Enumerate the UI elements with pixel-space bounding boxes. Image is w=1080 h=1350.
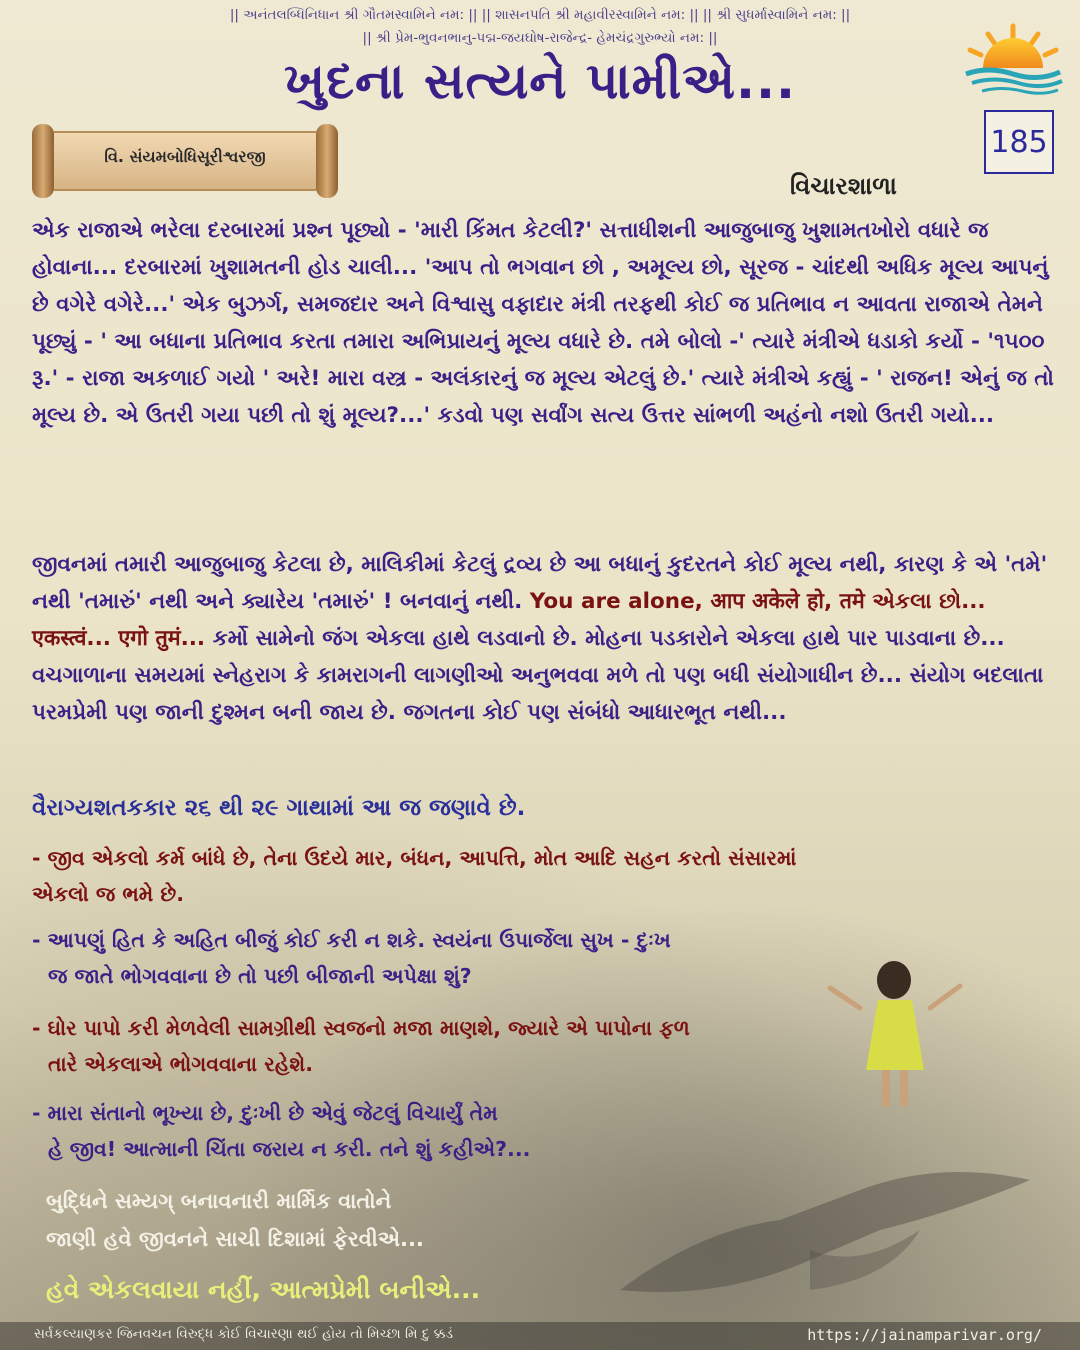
- verse-intro: વૈરાગ્યશતકકાર ૨૬ થી ૨૯ ગાથામાં આ જ જણાવે છે.: [32, 795, 526, 821]
- verse-point-line-1: - આપણું હિત કે અહિત બીજું કોઈ કરી ન શકે. સ્વયંના ઉપાર્જેલા સુખ - દુઃખ: [32, 928, 671, 952]
- author-name: વિ. સંયમબોધિસૂરીશ્વરજી: [104, 147, 266, 166]
- verse-point-line-2: તારે એકલાએ ભોગવવાના રહેશે.: [48, 1052, 313, 1076]
- page-title: ખુદના સત્યને પામીએ...: [284, 52, 796, 110]
- verse-point: [32, 840, 1022, 912]
- footer-disclaimer: સર્વકલ્યાણકર જિનવચન વિરુદ્ધ કોઈ વિચારણા થઈ હોય તો મિચ્છા મિ દુ ક્કડં: [34, 1326, 453, 1342]
- closing-line-2: જાણી હવે જીવનને સાચી દિશામાં ફેરવીએ...: [46, 1227, 424, 1251]
- alone-highlight: You are alone, आप अकेले हो, तमे એકલા છો... एकस्त्वं... एगो तुमं...: [32, 589, 986, 651]
- tagline: હવે એકલવાયા નહીં, આત્મપ્રેમી બનીએ...: [46, 1275, 481, 1304]
- verse-point-line-2: જ જાતે ભોગવવાના છે તો પછી બીજાની અપેક્ષા શું?: [48, 964, 472, 988]
- issue-number-badge: 185: [984, 110, 1054, 174]
- reflection-text-part-2: કર્મો સામેનો જંગ એકલા હાથે લડવાનો છે. મોહના પડકારોને એકલા હાથે પાર પાડવાના છે... વચગાળાના સમયમાં સ્નેહરાગ કે કામરાગની લાગણીઓ અનુભવવા મળે તો પણ બધી સંયોગાધીન છે... સંયોગ બદલાતા પરમપ્રેમી પણ જાની દુશ્મન બની જાય છે. જગતના કોઈ પણ સંબંધો આધારભૂત નથી...: [32, 626, 1044, 725]
- invocation-line-2: || શ્રી પ્રેમ-ભુવનભાનુ-પદ્મ-જયઘોષ-રાજેન્દ્ર- હેમચંદ્રગુરુભ્યો નમ: ||: [362, 30, 718, 46]
- closing-lines: [46, 1182, 606, 1258]
- closing-line-1: બુદ્ધિને સમ્યગ્ બનાવનારી માર્મિક વાતોને: [46, 1189, 392, 1213]
- reflection-text-part-1: જીવનમાં તમારી આજુબાજુ કેટલા છે, માલિકીમાં કેટલું દ્રવ્ય છે આ બધાનું કુદરતને કોઈ મૂલ્ય નથી, કારણ કે એ 'તમે' નથી 'તમારું' નથી અને ક્યારેય 'તમારું' ! બનવાનું નથી.: [32, 552, 1048, 614]
- invocation-line-1: || અનંતલબ્ધિનિધાન શ્રી ગૌતમસ્વામિને નમ: || || શાસનપતિ શ્રી મહાવીરસ્વામિને નમ: || || શ્રી સુધર્માસ્વામિને નમ: ||: [229, 7, 851, 23]
- story-paragraph: એક રાજાએ ભરેલા દરબારમાં પ્રશ્ન પૂછ્યો - 'મારી કિંમત કેટલી?' સત્તાધીશની આજુબાજુ ખુશામતખોરો વધારે જ હોવાના... દરબારમાં ખુશામતની હોડ ચાલી... 'આપ તો ભગવાન છો , અમૂલ્ય છો, સૂરજ - ચાંદથી અધિક મૂલ્ય આપનું છે વગેરે વગેરે...' એક બુઝર્ગ, સમજદાર અને વિશ્વાસુ વફાદાર મંત્રી તરફથી કોઈ જ પ્રતિભાવ ન આવતા રાજાએ તેમને પૂછ્યું - ' આ બધાના પ્રતિભાવ કરતા તમારા અભિપ્રાયનું મૂલ્ય વધારે છે. તમે બોલો -' ત્યારે મંત્રીએ ધડાકો કર્યો - '૧૫૦૦ રૂ.' - રાજા અકળાઈ ગયો ' અરે! મારા વસ્ત્ર - અલંકારનું જ મૂલ્ય એટલું છે.' ત્યારે મંત્રીએ કહ્યું - ' રાજન! એનું જ તો મૂલ્ય છે. એ ઉતરી ગયા પછી તો શું મૂલ્ય?...' કડવો પણ સર્વાંગ સત્ય ઉત્તર સાંભળી અહંનો નશો ઉતરી ગયો...: [32, 218, 1054, 428]
- verse-point-line-1: - ઘોર પાપો કરી મેળવેલી સામગ્રીથી સ્વજનો મજા માણશે, જ્યારે એ પાપોના ફળ: [32, 1016, 690, 1040]
- footer-website-link[interactable]: https://jainamparivar.org/: [807, 1326, 1042, 1344]
- verse-point-line-2: એકલો જ ભમે છે.: [32, 882, 185, 906]
- section-label: વિચારશાળા: [790, 172, 897, 200]
- reflection-paragraph: [32, 546, 1062, 731]
- sun-logo-icon: [958, 20, 1068, 98]
- verse-point-line-2: હે જીવ! આત્માની ચિંતા જરાય ન કરી. તને શું કહીએ?...: [48, 1137, 531, 1161]
- verse-point-line-1: - જીવ એકલો કર્મ બાંધે છે, તેના ઉદયે માર, બંધન, આપત્તિ, મોત આદિ સહન કરતો સંસારમાં: [32, 846, 797, 870]
- verse-point-line-1: - મારા સંતાનો ભૂખ્યા છે, દુઃખી છે એવું જેટલું વિચાર્યું તેમ: [32, 1101, 498, 1125]
- child-shadow-illustration: [560, 930, 1060, 1320]
